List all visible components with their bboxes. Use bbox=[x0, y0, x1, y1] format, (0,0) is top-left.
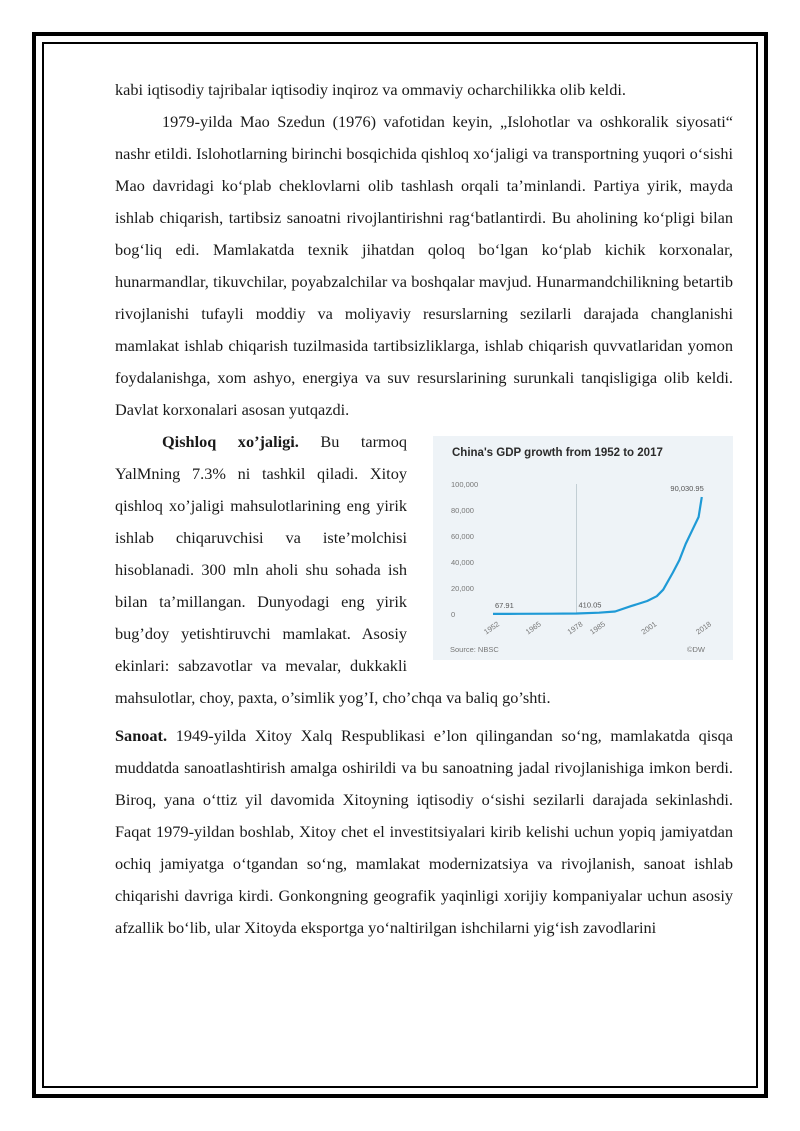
y-tick-label: 80,000 bbox=[451, 506, 474, 515]
paragraph-reforms: 1979-yilda Mao Szedun (1976) vafotidan keyin, „Islohotlar va oshkoralik siyosati“ nashr etildi. Islohotlarning birinchi bosqichida qishloq xo‘jaligi va transportning yuqori o‘sishi Mao davridagi ko‘plab cheklovlarni olib tashlash orqali ta’minlandi. Partiya yirik, mayda ishlab chiqarish, tartibsiz sanoatni rivojlantirishni rag‘batlantirdi. Bu aholining ko‘pligi bilan bog‘liq edi. Mamlakatda texnik jihatdan qoloq bo‘lgan ko‘plab kichik korxonalar, hunarmandlar, tikuvchilar, poyabzalchilar va boshqalar mavjud. Hunarmandchilikning betartib rivojlanishi tufayli moddiy va moliyaviy resurslarning sezilarli darajada changlanishi mamlakat ishlab chiqarish tuzilmasida tartibsizliklarga, ishlab chiqarish quvvatlaridan yomon foydalanishga, xom ashyo, energiya va suv resurslarining surunkali tanqisligiga olib keldi. Davlat korxonalari asosan yutqazdi. bbox=[115, 112, 733, 419]
y-tick-label: 100,000 bbox=[451, 480, 479, 489]
gdp-chart bbox=[433, 436, 733, 660]
data-label: 410.05 bbox=[578, 600, 602, 610]
x-tick-label: 1978 bbox=[565, 619, 585, 637]
industry-text: 1949-yilda Xitoy Xalq Respublikasi e’lon qilingandan so‘ng, mamlakatda qisqa muddatda sanoatlashtirish amalga oshirildi va bu sanoatning jadal rivojlanishiga imkon berdi. Biroq, yana o‘ttiz yil davomida Xitoyning iqtisodiy o‘sishi sezilarli darajada sekinlashdi. Faqat 1979-yildan boshlab, Xitoy chet el investitsiyalari kirib kelishi uchun yopiq jamiyatdan ochiq jamiyatga o‘tgandan so‘ng, mamlakat modernizatsiya va rivojlanish, sanoat ishlab chiqarishi davriga kirdi. Gonkongning geografik yaqinligi xorijiy kompaniyalar uchun asosiy afzallik bo‘lib, ular Xitoyda eksportga yo‘naltirilgan ishchilarni yig‘ish zavodlarini bbox=[115, 726, 734, 937]
document-body bbox=[115, 74, 733, 944]
y-tick-label: 40,000 bbox=[451, 558, 474, 567]
paragraph-intro: kabi iqtisodiy tajribalar iqtisodiy inqiroz va ommaviy ocharchilikka olib keldi. bbox=[115, 80, 626, 99]
y-tick-label: 20,000 bbox=[451, 584, 474, 593]
y-tick-label: 0 bbox=[451, 610, 456, 619]
data-label: 90,030.95 bbox=[670, 483, 704, 493]
agriculture-text: Bu tarmoq YalMning 7.3% ni tashkil qiladi. Xitoy qishloq xo’jaligi mahsulotlarining eng yirik ishlab chiqaruvchisi va iste’molchisi hisoblanadi. 300 mln aholi shu sohada ish bilan ta’millangan. Dunyodagi eng yirik bug’doy yetishtiruvchi mamlakat. Asosiy ekinlari: sabzavotlar va mevalar, dukkakli mahsulotlar, choy, paxta, o’simlik yog’I, cho’chqa va baliq go’shti. bbox=[115, 432, 551, 707]
paragraph-industry bbox=[115, 720, 733, 944]
x-tick-label: 1985 bbox=[588, 619, 607, 637]
industry-heading: Sanoat. bbox=[115, 726, 168, 745]
chart-credit: ©DW bbox=[686, 645, 705, 654]
gdp-chart-figure bbox=[433, 436, 733, 670]
x-tick-label: 1965 bbox=[523, 619, 543, 637]
agriculture-heading: Qishloq xo’jaligi. bbox=[162, 432, 299, 451]
x-tick-label: 2001 bbox=[639, 619, 659, 637]
gdp-series-line bbox=[493, 497, 702, 614]
y-tick-label: 60,000 bbox=[451, 532, 474, 541]
data-label: 67.91 bbox=[495, 600, 514, 610]
chart-title: China's GDP growth from 1952 to 2017 bbox=[452, 447, 663, 459]
x-tick-label: 1952 bbox=[482, 619, 501, 637]
x-tick-label: 2018 bbox=[694, 619, 713, 637]
chart-source: Source: NBSC bbox=[450, 645, 499, 654]
